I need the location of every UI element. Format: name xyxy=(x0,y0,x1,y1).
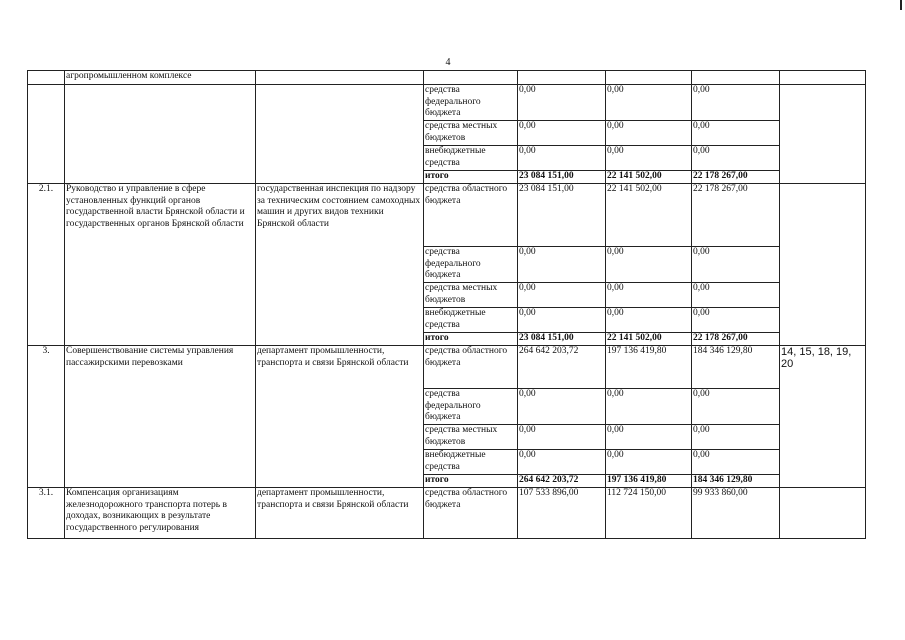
value-cell: 0,00 xyxy=(692,146,780,171)
value-cell: 0,00 xyxy=(692,247,780,283)
value-cell: 0,00 xyxy=(606,283,692,308)
table-row xyxy=(28,346,866,389)
item-number: 2.1. xyxy=(28,184,65,346)
value-cell: 0,00 xyxy=(606,85,692,121)
value-cell: 197 136 419,80 xyxy=(606,346,692,389)
value-cell: 0,00 xyxy=(692,389,780,425)
value-cell: 0,00 xyxy=(606,121,692,146)
program-funding-table xyxy=(27,70,866,539)
value-cell: 0,00 xyxy=(692,308,780,333)
name-cell: агропромышленном комплексе xyxy=(65,71,256,85)
value-cell: 22 178 267,00 xyxy=(692,184,780,247)
value-cell xyxy=(692,71,780,85)
num-cell xyxy=(28,85,65,184)
num-cell xyxy=(28,71,65,85)
value-cell: 0,00 xyxy=(692,425,780,450)
scan-edge-mark xyxy=(900,0,902,10)
value-cell: 0,00 xyxy=(692,85,780,121)
table-row xyxy=(28,85,866,121)
item-name: Компенсация организациям железнодорожного транспорта потерь в доходах, возникающих в результате государственного регулирования xyxy=(65,488,256,539)
value-cell: 99 933 860,00 xyxy=(692,488,780,539)
value-cell: 0,00 xyxy=(606,425,692,450)
table-row xyxy=(28,488,866,539)
indicator-cell xyxy=(780,184,866,346)
item-executor: государственная инспекция по надзору за техническим состоянием самоходных машин и других видов техники Брянской области xyxy=(256,184,424,346)
value-cell: 0,00 xyxy=(606,146,692,171)
total-value: 184 346 129,80 xyxy=(692,475,780,488)
source-cell xyxy=(424,71,518,85)
name-cell xyxy=(65,85,256,184)
source-cell: внебюджетные средства xyxy=(424,308,518,333)
source-cell: средства федерального бюджета xyxy=(424,389,518,425)
item-name: Совершенствование системы управления пассажирскими перевозками xyxy=(65,346,256,488)
total-label: итого xyxy=(424,475,518,488)
total-value: 197 136 419,80 xyxy=(606,475,692,488)
value-cell: 0,00 xyxy=(518,425,606,450)
value-cell: 0,00 xyxy=(518,308,606,333)
value-cell: 0,00 xyxy=(606,308,692,333)
executor-cell xyxy=(256,85,424,184)
value-cell: 112 724 150,00 xyxy=(606,488,692,539)
item-name: Руководство и управление в сфере установленных функций органов государственной власти Брянской области и государственных органов Брянской области xyxy=(65,184,256,346)
indicator-cell xyxy=(780,488,866,539)
value-cell: 0,00 xyxy=(518,283,606,308)
total-value: 23 084 151,00 xyxy=(518,171,606,184)
source-cell: внебюджетные средства xyxy=(424,450,518,475)
value-cell: 0,00 xyxy=(606,450,692,475)
total-label: итого xyxy=(424,333,518,346)
total-label: итого xyxy=(424,171,518,184)
item-executor: департамент промышленности, транспорта и связи Брянской области xyxy=(256,488,424,539)
value-cell: 264 642 203,72 xyxy=(518,346,606,389)
total-value: 264 642 203,72 xyxy=(518,475,606,488)
source-cell: средства местных бюджетов xyxy=(424,121,518,146)
indicator-cell: 14, 15, 18, 19, 20 xyxy=(780,346,866,488)
value-cell: 0,00 xyxy=(518,247,606,283)
value-cell: 23 084 151,00 xyxy=(518,184,606,247)
value-cell: 22 141 502,00 xyxy=(606,184,692,247)
value-cell: 0,00 xyxy=(692,283,780,308)
source-cell: средства областного бюджета xyxy=(424,346,518,389)
total-value: 22 178 267,00 xyxy=(692,171,780,184)
value-cell: 0,00 xyxy=(518,121,606,146)
value-cell: 0,00 xyxy=(518,389,606,425)
source-cell: внебюджетные средства xyxy=(424,146,518,171)
total-value: 22 178 267,00 xyxy=(692,333,780,346)
executor-cell xyxy=(256,71,424,85)
value-cell: 0,00 xyxy=(606,389,692,425)
value-cell: 0,00 xyxy=(518,146,606,171)
indicator-cell xyxy=(780,71,866,85)
value-cell: 107 533 896,00 xyxy=(518,488,606,539)
table-row xyxy=(28,184,866,247)
source-cell: средства местных бюджетов xyxy=(424,283,518,308)
value-cell: 0,00 xyxy=(692,121,780,146)
value-cell xyxy=(606,71,692,85)
source-cell: средства федерального бюджета xyxy=(424,247,518,283)
total-value: 22 141 502,00 xyxy=(606,171,692,184)
source-cell: средства местных бюджетов xyxy=(424,425,518,450)
item-number: 3.1. xyxy=(28,488,65,539)
value-cell: 0,00 xyxy=(518,450,606,475)
source-cell: средства областного бюджета xyxy=(424,184,518,247)
total-value: 23 084 151,00 xyxy=(518,333,606,346)
table-row xyxy=(28,71,866,85)
value-cell: 184 346 129,80 xyxy=(692,346,780,389)
indicator-cell xyxy=(780,85,866,184)
value-cell: 0,00 xyxy=(606,247,692,283)
source-cell: средства областного бюджета xyxy=(424,488,518,539)
total-value: 22 141 502,00 xyxy=(606,333,692,346)
item-executor: департамент промышленности, транспорта и связи Брянской области xyxy=(256,346,424,488)
source-cell: средства федерального бюджета xyxy=(424,85,518,121)
value-cell: 0,00 xyxy=(518,85,606,121)
item-number: 3. xyxy=(28,346,65,488)
value-cell xyxy=(518,71,606,85)
page-number: 4 xyxy=(445,57,451,68)
value-cell: 0,00 xyxy=(692,450,780,475)
